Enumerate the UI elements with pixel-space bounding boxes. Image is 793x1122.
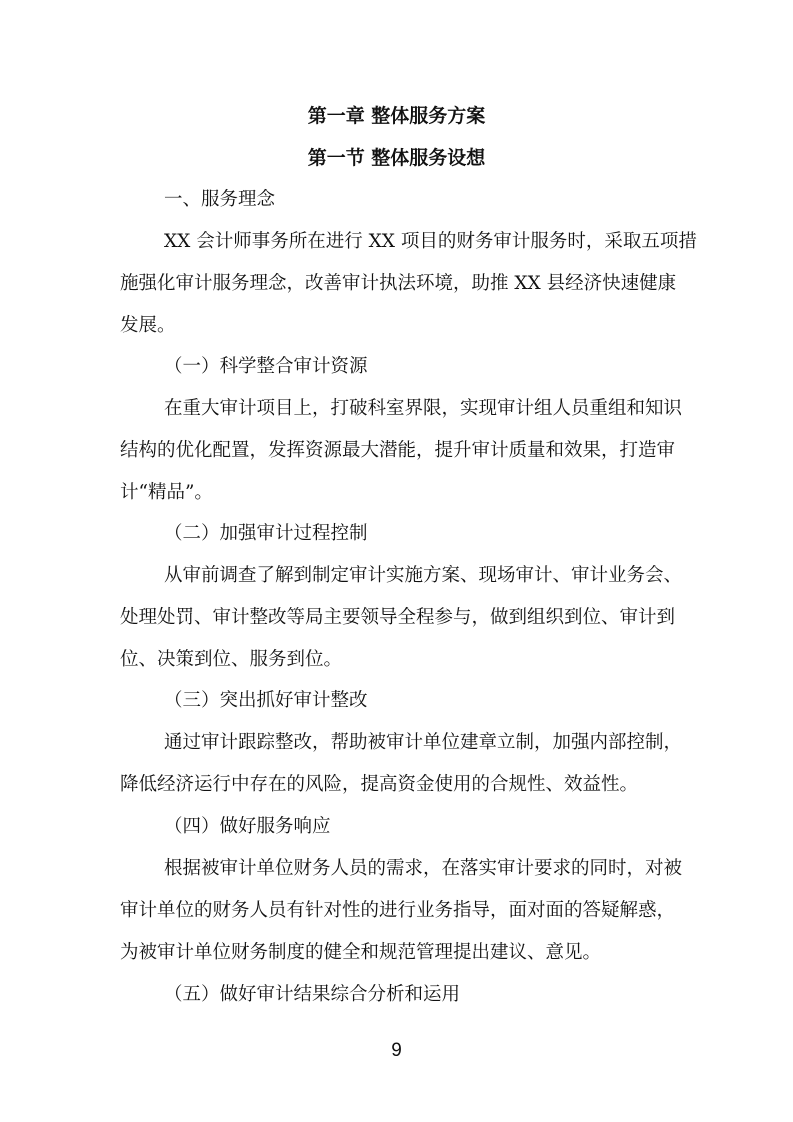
paragraph-line: 施强化审计服务理念，改善审计执法环境，助推 XX 县经济快速健康 bbox=[120, 273, 677, 294]
paragraph-line: 结构的优化配置，发挥资源最大潜能，提升审计质量和效果，打造审 bbox=[120, 440, 676, 461]
subheading-1: （一）科学整合审计资源 bbox=[164, 356, 368, 377]
subheading-5: （五）做好审计结果综合分析和运用 bbox=[164, 984, 461, 1005]
subheading-3: （三）突出抓好审计整改 bbox=[164, 690, 368, 711]
section-title: 第一节 整体服务设想 bbox=[307, 147, 486, 169]
paragraph-line: XX 会计师事务所在进行 XX 项目的财务审计服务时，采取五项措 bbox=[164, 231, 697, 252]
page-number: 9 bbox=[391, 1040, 402, 1061]
paragraph-line: 从审前调查了解到制定审计实施方案、现场审计、审计业务会、 bbox=[164, 565, 683, 586]
subheading-4: （四）做好服务响应 bbox=[164, 816, 331, 837]
paragraph-line: 审计单位的财务人员有针对性的进行业务指导，面对面的答疑解惑， bbox=[120, 900, 676, 921]
paragraph-line: 通过审计跟踪整改，帮助被审计单位建章立制，加强内部控制， bbox=[164, 732, 683, 753]
paragraph-line: 计“精品”。 bbox=[120, 482, 213, 503]
paragraph-line: 处理处罚、审计整改等局主要领导全程参与，做到组织到位、审计到 bbox=[120, 607, 676, 628]
subheading-2: （二）加强审计过程控制 bbox=[164, 523, 368, 544]
chapter-title: 第一章 整体服务方案 bbox=[307, 105, 486, 127]
paragraph-line: 在重大审计项目上，打破科室界限，实现审计组人员重组和知识 bbox=[164, 398, 683, 419]
paragraph-line: 发展。 bbox=[120, 315, 176, 336]
paragraph-line: 根据被审计单位财务人员的需求，在落实审计要求的同时，对被 bbox=[164, 858, 683, 879]
paragraph-line: 降低经济运行中存在的风险，提高资金使用的合规性、效益性。 bbox=[120, 774, 639, 795]
paragraph-line: 为被审计单位财务制度的健全和规范管理提出建议、意见。 bbox=[120, 942, 602, 963]
subheading-service-concept: 一、服务理念 bbox=[164, 189, 276, 210]
paragraph-line: 位、决策到位、服务到位。 bbox=[120, 649, 343, 670]
